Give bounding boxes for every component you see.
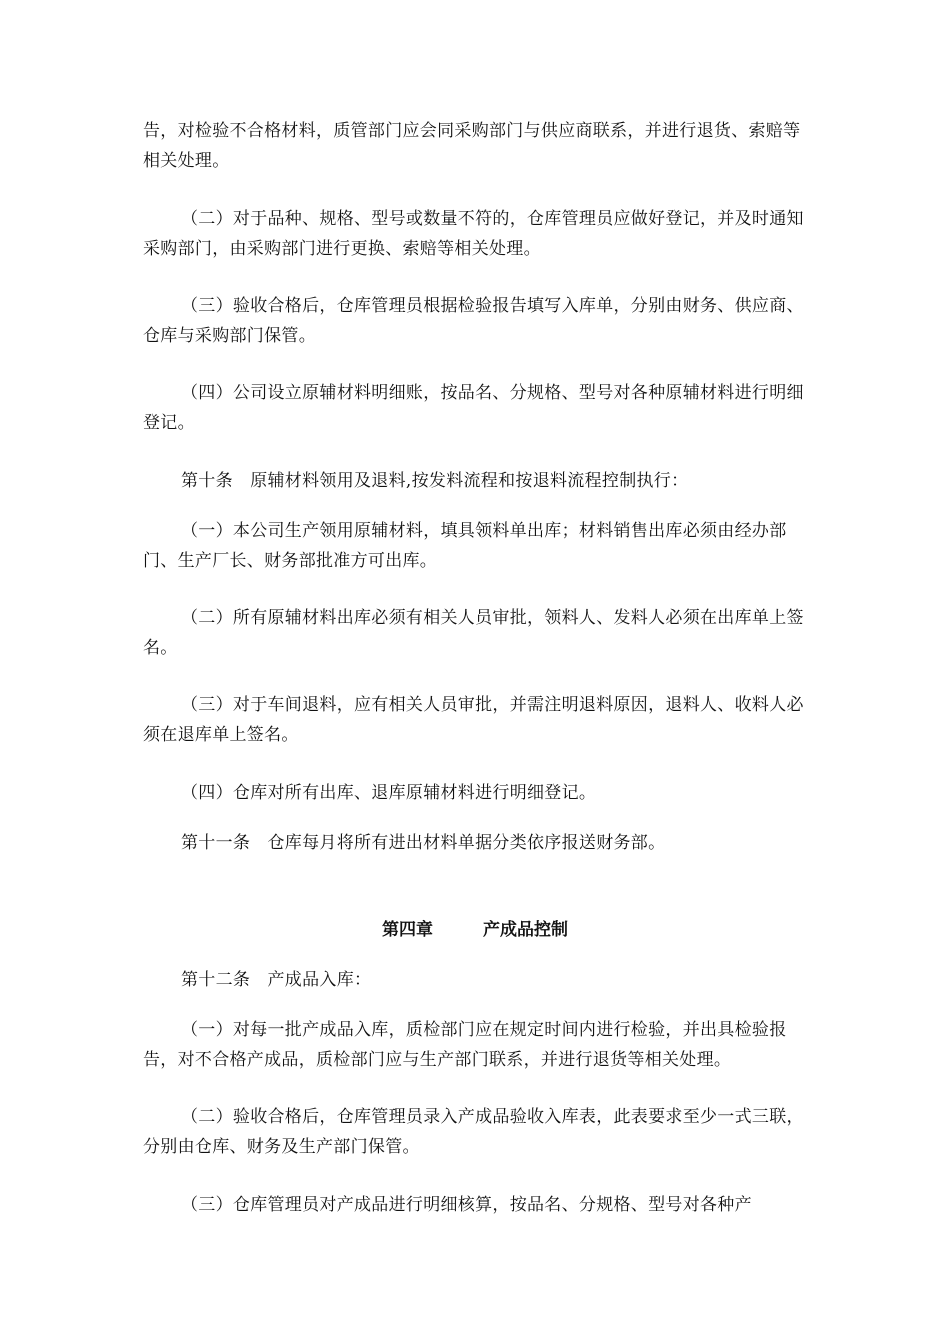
chapter-title: 产成品控制 xyxy=(483,920,568,940)
paragraph-article-11: 第十一条 仓库每月将所有进出材料单据分类依序报送财务部。 xyxy=(181,833,666,853)
paragraph-item-2c: （二）验收合格后，仓库管理员录入产成品验收入库表，此表要求至少一式三联，分别由仓库、财务及生产部门保管。 xyxy=(143,1107,804,1157)
paragraph-item-1c: （一）对每一批产成品入库，质检部门应在规定时间内进行检验，并出具检验报告，对不合格产成品，质检部门应与生产部门联系，并进行退货等相关处理。 xyxy=(143,1020,787,1070)
paragraph-item-2b: （二）所有原辅材料出库必须有相关人员审批，领料人、发料人必须在出库单上签名。 xyxy=(143,608,804,658)
chapter-number: 第四章 xyxy=(382,920,433,940)
paragraph-item-1: （一）本公司生产领用原辅材料，填具领料单出库；材料销售出库必须由经办部门、生产厂长、财务部批准方可出库。 xyxy=(143,521,787,571)
paragraph-item-4: （四）公司设立原辅材料明细账，按品名、分规格、型号对各种原辅材料进行明细登记。 xyxy=(143,383,804,433)
paragraph-article-10: 第十条 原辅材料领用及退料,按发料流程和按退料流程控制执行： xyxy=(181,471,689,491)
paragraph-item-3c: （三）仓库管理员对产成品进行明细核算，按品名、分规格、型号对各种产 xyxy=(181,1195,752,1215)
chapter-heading xyxy=(143,915,807,945)
paragraph-item-3b: （三）对于车间退料，应有相关人员审批，并需注明退料原因，退料人、收料人必须在退库单上签名。 xyxy=(143,695,804,745)
paragraph-article-12: 第十二条 产成品入库： xyxy=(181,970,372,990)
paragraph-item-3: （三）验收合格后，仓库管理员根据检验报告填写入库单，分别由财务、供应商、仓库与采购部门保管。 xyxy=(143,296,804,346)
paragraph-continued: 告，对检验不合格材料，质管部门应会同采购部门与供应商联系，并进行退货、索赔等相关处理。 xyxy=(143,121,801,171)
paragraph-item-2: （二）对于品种、规格、型号或数量不符的，仓库管理员应做好登记，并及时通知采购部门，由采购部门进行更换、索赔等相关处理。 xyxy=(143,209,804,259)
paragraph-item-4b: （四）仓库对所有出库、退库原辅材料进行明细登记。 xyxy=(181,783,597,803)
